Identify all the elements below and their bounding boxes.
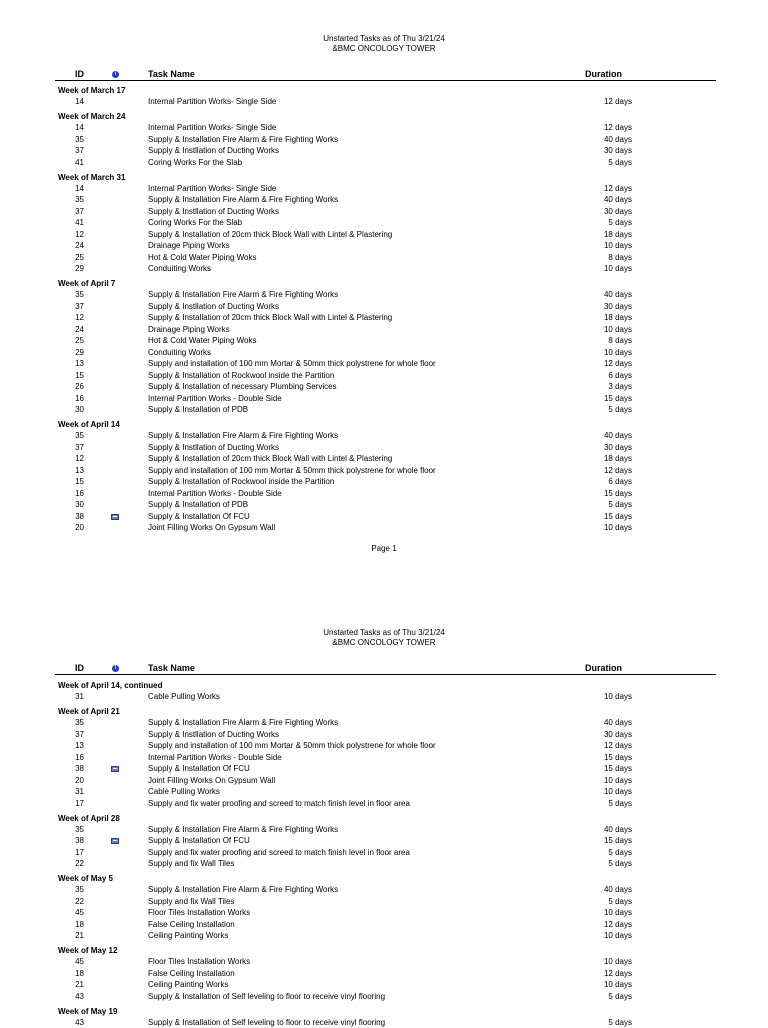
task-duration: 5 days: [560, 798, 632, 810]
task-id: 29: [60, 263, 84, 275]
task-row: [0, 896, 768, 908]
task-row: [0, 358, 768, 370]
task-row: [0, 691, 768, 703]
report-title: Unstarted Tasks as of Thu 3/21/24: [0, 34, 768, 44]
task-row: [0, 775, 768, 787]
task-row: [0, 824, 768, 836]
task-duration: 12 days: [560, 740, 632, 752]
task-name: Coring Works For the Slab: [148, 217, 242, 229]
task-row: [0, 324, 768, 336]
task-duration: 12 days: [560, 465, 632, 477]
task-name: Supply & Installation Fire Alarm & Fire Fighting Works: [148, 430, 338, 442]
task-name: Internal Partition Works- Single Side: [148, 96, 276, 108]
task-row: [0, 717, 768, 729]
task-name: Supply and installation of 100 mm Mortar & 50mm thick polystrene for whole floor: [148, 465, 436, 477]
task-name: Supply & Installation of Self leveling to floor to receive vinyl flooring: [148, 991, 385, 1003]
task-id: 24: [60, 240, 84, 252]
task-duration: 12 days: [560, 358, 632, 370]
task-name: Supply & Installation of Self leveling to floor to receive vinyl flooring: [148, 1017, 385, 1028]
task-id: 31: [60, 691, 84, 703]
week-section: [0, 813, 768, 870]
task-row: [0, 835, 768, 847]
week-heading: Week of April 14, continued: [0, 680, 768, 691]
task-name: Supply & Installation Fire Alarm & Fire Fighting Works: [148, 194, 338, 206]
task-duration: 10 days: [560, 907, 632, 919]
task-id: 22: [60, 858, 84, 870]
task-name: Supply and fix water proofing and screed to match finish level in floor area: [148, 847, 410, 859]
task-id: 14: [60, 122, 84, 134]
task-name: False Ceiling Installation: [148, 968, 235, 980]
task-id: 17: [60, 798, 84, 810]
task-id: 15: [60, 476, 84, 488]
task-duration: 40 days: [560, 134, 632, 146]
report-page-2: [0, 595, 768, 1024]
task-name: Coring Works For the Slab: [148, 157, 242, 169]
week-section: [0, 419, 768, 534]
task-name: Internal Partition Works - Double Side: [148, 752, 282, 764]
task-row: [0, 488, 768, 500]
task-row: [0, 183, 768, 195]
task-row: [0, 240, 768, 252]
task-row: [0, 217, 768, 229]
task-name: Supply & Installation Fire Alarm & Fire Fighting Works: [148, 884, 338, 896]
task-id: 12: [60, 453, 84, 465]
week-heading: Week of May 5: [0, 873, 768, 884]
task-row: [0, 786, 768, 798]
task-name: Hot & Cold Water Piping Woks: [148, 335, 256, 347]
task-row: [0, 145, 768, 157]
task-row: [0, 740, 768, 752]
task-row: [0, 289, 768, 301]
col-duration-header: Duration: [585, 663, 622, 673]
task-duration: 10 days: [560, 324, 632, 336]
task-duration: 40 days: [560, 289, 632, 301]
week-heading: Week of May 19: [0, 1006, 768, 1017]
task-duration: 10 days: [560, 786, 632, 798]
week-heading: Week of May 12: [0, 945, 768, 956]
task-id: 45: [60, 956, 84, 968]
task-duration: 10 days: [560, 691, 632, 703]
task-name: Supply & Instllation of Ducting Works: [148, 301, 279, 313]
task-id: 12: [60, 312, 84, 324]
task-id: 35: [60, 824, 84, 836]
task-duration: 15 days: [560, 488, 632, 500]
task-name: Supply & Instllation of Ducting Works: [148, 729, 279, 741]
task-row: [0, 96, 768, 108]
task-id: 24: [60, 324, 84, 336]
task-duration: 15 days: [560, 511, 632, 523]
week-section: [0, 680, 768, 703]
task-name: Supply & Installation of 20cm thick Block Wall with Lintel & Plastering: [148, 312, 392, 324]
task-row: [0, 798, 768, 810]
task-duration: 40 days: [560, 194, 632, 206]
task-name: Internal Partition Works - Double Side: [148, 393, 282, 405]
task-id: 16: [60, 393, 84, 405]
header-rule: [55, 674, 716, 675]
task-id: 14: [60, 183, 84, 195]
task-name: Supply & Installation of necessary Plumbing Services: [148, 381, 337, 393]
task-duration: 12 days: [560, 919, 632, 931]
task-id: 37: [60, 442, 84, 454]
task-id: 43: [60, 1017, 84, 1028]
task-name: Supply & Installation Of FCU: [148, 511, 250, 523]
task-duration: 8 days: [560, 335, 632, 347]
task-name: Ceiling Painting Works: [148, 979, 228, 991]
task-duration: 40 days: [560, 824, 632, 836]
week-section: [0, 945, 768, 1002]
task-duration: 15 days: [560, 752, 632, 764]
task-duration: 18 days: [560, 229, 632, 241]
task-name: Internal Partition Works - Double Side: [148, 488, 282, 500]
task-id: 29: [60, 347, 84, 359]
task-id: 25: [60, 252, 84, 264]
task-name: Conduiting Works: [148, 347, 211, 359]
task-duration: 8 days: [560, 252, 632, 264]
task-id: 16: [60, 752, 84, 764]
task-duration: 5 days: [560, 847, 632, 859]
task-id: 37: [60, 145, 84, 157]
task-id: 20: [60, 775, 84, 787]
project-name: &BMC ONCOLOGY TOWER: [0, 44, 768, 54]
note-icon: [111, 514, 119, 520]
task-row: [0, 335, 768, 347]
task-id: 21: [60, 979, 84, 991]
task-row: [0, 122, 768, 134]
task-duration: 18 days: [560, 453, 632, 465]
col-task-header: Task Name: [148, 663, 195, 673]
task-name: Supply & Installation Fire Alarm & Fire Fighting Works: [148, 824, 338, 836]
task-row: [0, 442, 768, 454]
task-row: [0, 522, 768, 534]
task-row: [0, 465, 768, 477]
task-duration: 5 days: [560, 1017, 632, 1028]
task-duration: 6 days: [560, 476, 632, 488]
task-duration: 5 days: [560, 217, 632, 229]
task-duration: 6 days: [560, 370, 632, 382]
info-icon: i: [112, 71, 119, 78]
task-duration: 5 days: [560, 858, 632, 870]
task-id: 37: [60, 301, 84, 313]
task-id: 38: [60, 511, 84, 523]
task-name: Joint Filling Works On Gypsum Wall: [148, 522, 275, 534]
task-row: [0, 907, 768, 919]
task-id: 13: [60, 740, 84, 752]
task-duration: 5 days: [560, 896, 632, 908]
task-row: [0, 511, 768, 523]
task-row: [0, 884, 768, 896]
note-icon: [111, 766, 119, 772]
task-id: 37: [60, 729, 84, 741]
task-row: [0, 499, 768, 511]
task-row: [0, 206, 768, 218]
task-row: [0, 991, 768, 1003]
task-id: 22: [60, 896, 84, 908]
task-id: 26: [60, 381, 84, 393]
task-id: 16: [60, 488, 84, 500]
task-name: Supply & Installation of PDB: [148, 499, 248, 511]
week-section: [0, 873, 768, 942]
task-name: Supply & Installation of PDB: [148, 404, 248, 416]
header-rule: [55, 80, 716, 81]
task-row: [0, 858, 768, 870]
task-id: 38: [60, 763, 84, 775]
task-id: 35: [60, 134, 84, 146]
task-row: [0, 134, 768, 146]
task-name: Ceiling Painting Works: [148, 930, 228, 942]
task-duration: 40 days: [560, 884, 632, 896]
task-row: [0, 252, 768, 264]
week-heading: Week of April 14: [0, 419, 768, 430]
task-id: 13: [60, 358, 84, 370]
page-number: Page 1: [0, 544, 768, 553]
task-name: Supply & Installation of 20cm thick Block Wall with Lintel & Plastering: [148, 453, 392, 465]
task-name: Cable Pulling Works: [148, 691, 220, 703]
task-name: Supply & Installation of Rockwool inside the Partition: [148, 476, 334, 488]
task-row: [0, 729, 768, 741]
task-duration: 12 days: [560, 96, 632, 108]
task-name: Supply and fix Wall Tiles: [148, 896, 234, 908]
task-duration: 30 days: [560, 301, 632, 313]
task-name: False Ceiling Installation: [148, 919, 235, 931]
task-id: 25: [60, 335, 84, 347]
task-duration: 40 days: [560, 717, 632, 729]
task-id: 30: [60, 499, 84, 511]
task-row: [0, 752, 768, 764]
task-name: Drainage Piping Works: [148, 324, 230, 336]
task-row: [0, 453, 768, 465]
task-row: [0, 312, 768, 324]
task-name: Supply & Installation Fire Alarm & Fire Fighting Works: [148, 717, 338, 729]
task-duration: 10 days: [560, 930, 632, 942]
task-id: 43: [60, 991, 84, 1003]
task-name: Hot & Cold Water Piping Woks: [148, 252, 256, 264]
week-section: [0, 706, 768, 809]
task-row: [0, 968, 768, 980]
task-id: 18: [60, 968, 84, 980]
task-duration: 10 days: [560, 956, 632, 968]
task-duration: 10 days: [560, 775, 632, 787]
week-heading: Week of April 7: [0, 278, 768, 289]
task-row: [0, 393, 768, 405]
task-name: Supply & Instllation of Ducting Works: [148, 206, 279, 218]
task-name: Floor Tiles Installation Works: [148, 907, 250, 919]
task-duration: 10 days: [560, 240, 632, 252]
task-name: Supply & Installation Fire Alarm & Fire Fighting Works: [148, 134, 338, 146]
task-id: 17: [60, 847, 84, 859]
task-id: 35: [60, 717, 84, 729]
task-name: Supply & Installation Of FCU: [148, 763, 250, 775]
col-duration-header: Duration: [585, 69, 622, 79]
task-row: [0, 847, 768, 859]
task-duration: 5 days: [560, 157, 632, 169]
task-name: Floor Tiles Installation Works: [148, 956, 250, 968]
task-name: Supply & Installation Fire Alarm & Fire Fighting Works: [148, 289, 338, 301]
task-row: [0, 430, 768, 442]
task-duration: 40 days: [560, 430, 632, 442]
week-heading: Week of April 21: [0, 706, 768, 717]
task-row: [0, 476, 768, 488]
col-task-header: Task Name: [148, 69, 195, 79]
task-row: [0, 301, 768, 313]
task-id: 35: [60, 194, 84, 206]
task-duration: 12 days: [560, 183, 632, 195]
note-icon: [111, 838, 119, 844]
col-id-header: ID: [75, 69, 84, 79]
week-section: [0, 111, 768, 168]
task-duration: 3 days: [560, 381, 632, 393]
col-id-header: ID: [75, 663, 84, 673]
task-id: 38: [60, 835, 84, 847]
task-name: Joint Filling Works On Gypsum Wall: [148, 775, 275, 787]
task-id: 41: [60, 217, 84, 229]
task-id: 35: [60, 430, 84, 442]
task-id: 18: [60, 919, 84, 931]
week-heading: Week of March 31: [0, 172, 768, 183]
task-name: Conduiting Works: [148, 263, 211, 275]
task-row: [0, 229, 768, 241]
task-id: 13: [60, 465, 84, 477]
info-icon: i: [112, 665, 119, 672]
task-name: Supply & Installation Of FCU: [148, 835, 250, 847]
task-duration: 5 days: [560, 991, 632, 1003]
task-duration: 30 days: [560, 729, 632, 741]
task-id: 15: [60, 370, 84, 382]
task-id: 14: [60, 96, 84, 108]
task-name: Cable Pulling Works: [148, 786, 220, 798]
task-name: Internal Partition Works- Single Side: [148, 183, 276, 195]
task-duration: 12 days: [560, 968, 632, 980]
task-duration: 5 days: [560, 404, 632, 416]
week-heading: Week of April 28: [0, 813, 768, 824]
task-duration: 30 days: [560, 145, 632, 157]
task-duration: 30 days: [560, 442, 632, 454]
task-id: 45: [60, 907, 84, 919]
task-row: [0, 1017, 768, 1028]
week-section: [0, 278, 768, 416]
task-name: Supply and installation of 100 mm Mortar & 50mm thick polystrene for whole floor: [148, 740, 436, 752]
task-id: 35: [60, 289, 84, 301]
task-name: Supply and fix Wall Tiles: [148, 858, 234, 870]
week-section: [0, 172, 768, 275]
task-id: 20: [60, 522, 84, 534]
task-name: Supply & Instllation of Ducting Works: [148, 442, 279, 454]
week-heading: Week of March 17: [0, 85, 768, 96]
report-title: Unstarted Tasks as of Thu 3/21/24: [0, 628, 768, 638]
task-duration: 15 days: [560, 393, 632, 405]
task-name: Drainage Piping Works: [148, 240, 230, 252]
week-heading: Week of March 24: [0, 111, 768, 122]
task-duration: 10 days: [560, 347, 632, 359]
task-row: [0, 404, 768, 416]
task-id: 30: [60, 404, 84, 416]
task-name: Supply & Installation of 20cm thick Block Wall with Lintel & Plastering: [148, 229, 392, 241]
task-row: [0, 157, 768, 169]
task-duration: 10 days: [560, 263, 632, 275]
project-name: &BMC ONCOLOGY TOWER: [0, 638, 768, 648]
task-row: [0, 263, 768, 275]
task-row: [0, 930, 768, 942]
task-duration: 10 days: [560, 522, 632, 534]
task-row: [0, 381, 768, 393]
task-row: [0, 194, 768, 206]
task-duration: 15 days: [560, 763, 632, 775]
task-id: 31: [60, 786, 84, 798]
task-id: 21: [60, 930, 84, 942]
task-duration: 12 days: [560, 122, 632, 134]
task-name: Internal Partition Works- Single Side: [148, 122, 276, 134]
week-section: [0, 1006, 768, 1028]
week-section: [0, 85, 768, 108]
task-duration: 30 days: [560, 206, 632, 218]
task-row: [0, 919, 768, 931]
task-name: Supply & Instllation of Ducting Works: [148, 145, 279, 157]
task-id: 41: [60, 157, 84, 169]
task-name: Supply & Installation of Rockwool inside the Partition: [148, 370, 334, 382]
task-id: 12: [60, 229, 84, 241]
task-duration: 10 days: [560, 979, 632, 991]
task-name: Supply and installation of 100 mm Mortar & 50mm thick polystrene for whole floor: [148, 358, 436, 370]
task-id: 37: [60, 206, 84, 218]
task-duration: 15 days: [560, 835, 632, 847]
task-row: [0, 347, 768, 359]
task-name: Supply and fix water proofing and screed to match finish level in floor area: [148, 798, 410, 810]
task-row: [0, 979, 768, 991]
task-duration: 5 days: [560, 499, 632, 511]
task-duration: 18 days: [560, 312, 632, 324]
task-row: [0, 956, 768, 968]
task-row: [0, 763, 768, 775]
task-id: 35: [60, 884, 84, 896]
task-row: [0, 370, 768, 382]
